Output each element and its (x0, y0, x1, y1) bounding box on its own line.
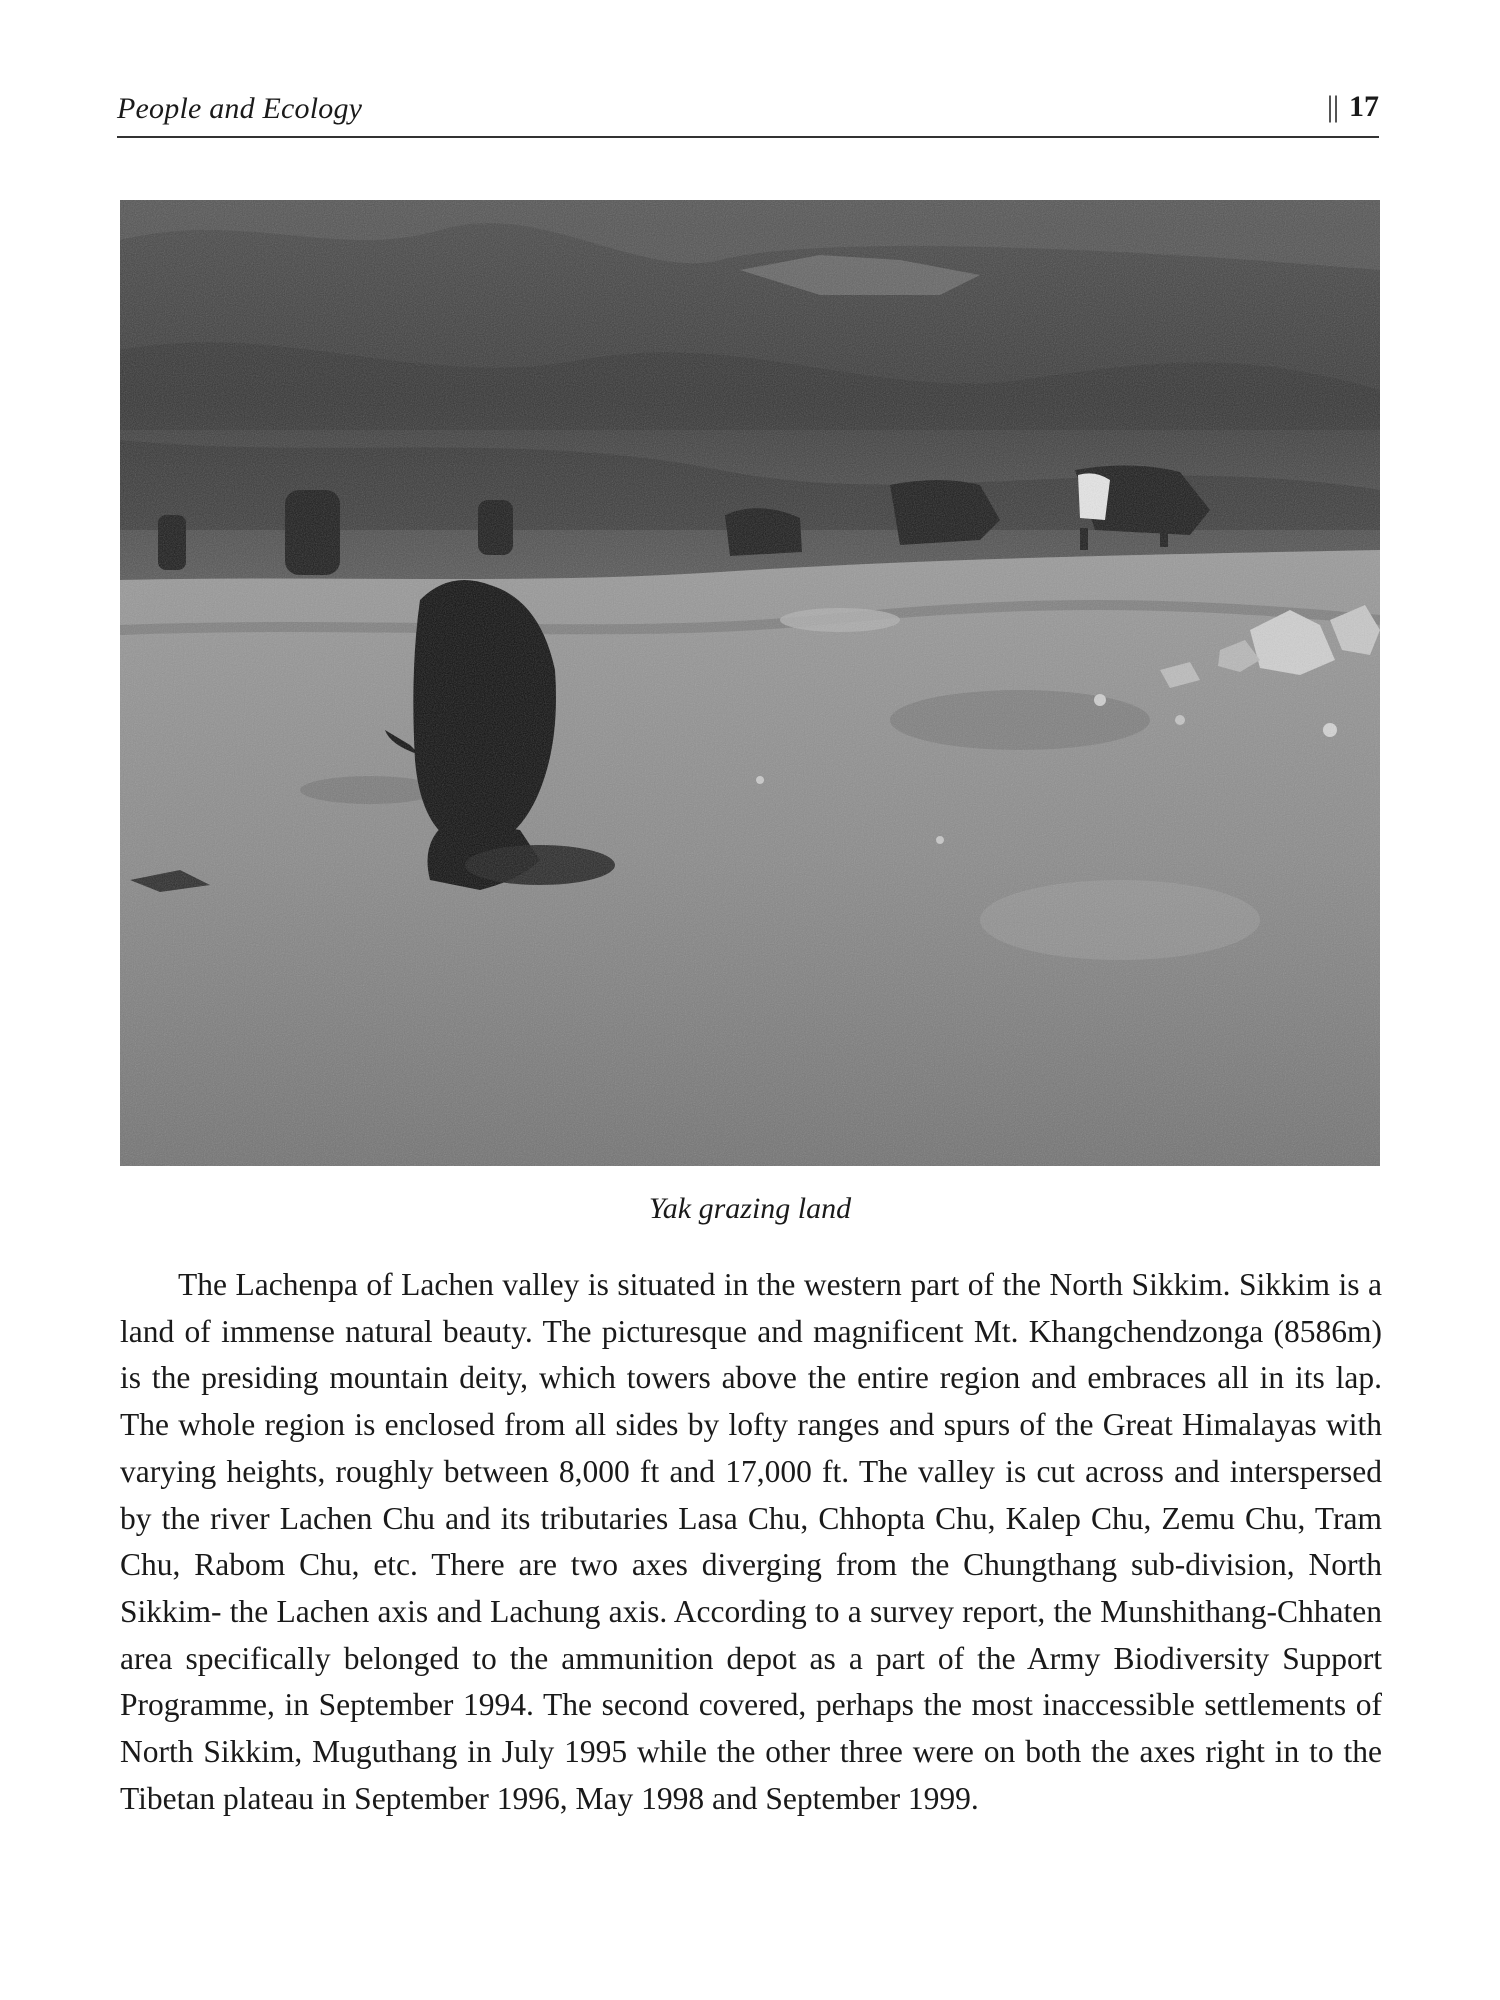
running-head: People and Ecology (117, 92, 363, 125)
figure-caption: Yak grazing land (648, 1192, 852, 1225)
page-number: 17 (1349, 90, 1379, 123)
yak-grazing-photo (120, 200, 1380, 1166)
photo-illustration (120, 200, 1380, 1166)
page-header (117, 88, 1379, 138)
folio-separator: || (1326, 90, 1339, 123)
body-paragraph: The Lachenpa of Lachen valley is situated in the western part of the North Sikkim. Sikkim is a land of immense natural beauty. The picturesque and magnificent Mt. Khangchendzonga (8586m) is the presiding mountain deity, which towers above the entire region and embraces all in its lap. The whole region is enclosed from all sides by lofty ranges and spurs of the Great Himalayas with varying heights, roughly between 8,000 ft and 17,000 ft. The valley is cut across and interspersed by the river Lachen Chu and its tributaries Lasa Chu, Chhopta Chu, Kalep Chu, Zemu Chu, Tram Chu, Rabom Chu, etc. There are two axes diverging from the Chungthang sub-division, North Sikkim- the Lachen axis and Lachung axis. According to a survey report, the Munshithang-Chhaten area specifically belonged to the ammunition depot as a part of the Army Biodiversity Support Programme, in September 1994. The second covered, perhaps the most inaccessible settlements of North Sikkim, Muguthang in July 1995 while the other three were on both the axes right in to the Tibetan plateau in September 1996, May 1998 and September 1999. (120, 1267, 1382, 1816)
page-number-block (1327, 90, 1379, 124)
